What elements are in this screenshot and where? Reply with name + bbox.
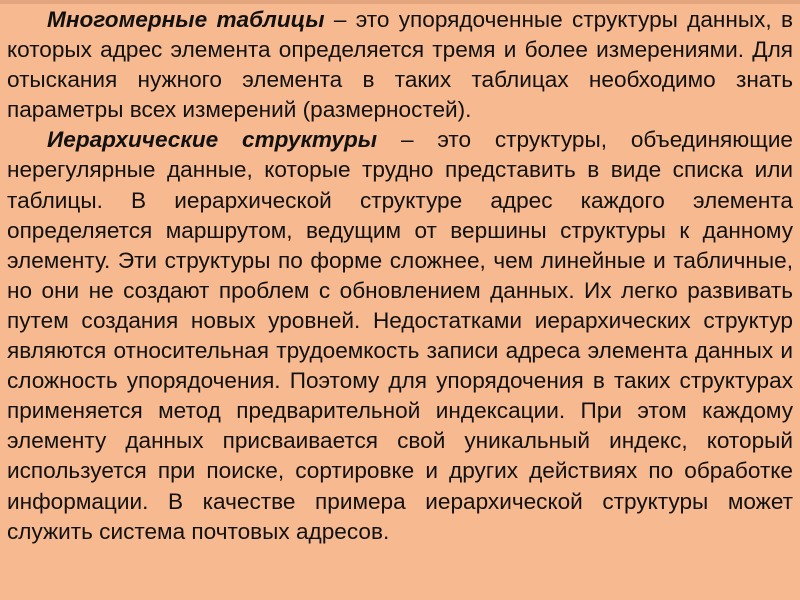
term-hierarchical-structures: Иерархические структуры: [47, 127, 378, 153]
paragraph-multidimensional-tables: [7, 5, 793, 125]
document-body: [7, 5, 793, 547]
definition-multidimensional-tables: – это упорядоченные структуры данных, в которых адрес элемента определяется тремя и более измерениями. Для отыскания нужного элемента в таких таблицах необходимо знать параметры всех измерений (размерностей).: [7, 7, 793, 123]
paragraph-hierarchical-structures: [7, 125, 793, 546]
definition-hierarchical-structures: – это структуры, объединяющие нерегулярные данные, которые трудно представить в виде списка или таблицы. В иерархической структуре адрес каждого элемента определяется маршрутом, ведущим от вершины структуры к данному элементу. Эти структуры по форме сложнее, чем линейные и табличные, но они не создают проблем с обновлением данных. Их легко развивать путем создания новых уровней. Недостатками иерархических структур являются относительная трудоемкость записи адреса элемента данных и сложность упорядочения. Поэтому для упорядочения в таких структурах применяется метод предварительной индексации. При этом каждому элементу данных присваивается свой уникальный индекс, который используется при поиске, сортировке и других действиях по обработке информации. В качестве примера иерархической структуры может служить система почтовых адресов.: [7, 127, 794, 544]
term-multidimensional-tables: Многомерные таблицы: [47, 7, 325, 32]
